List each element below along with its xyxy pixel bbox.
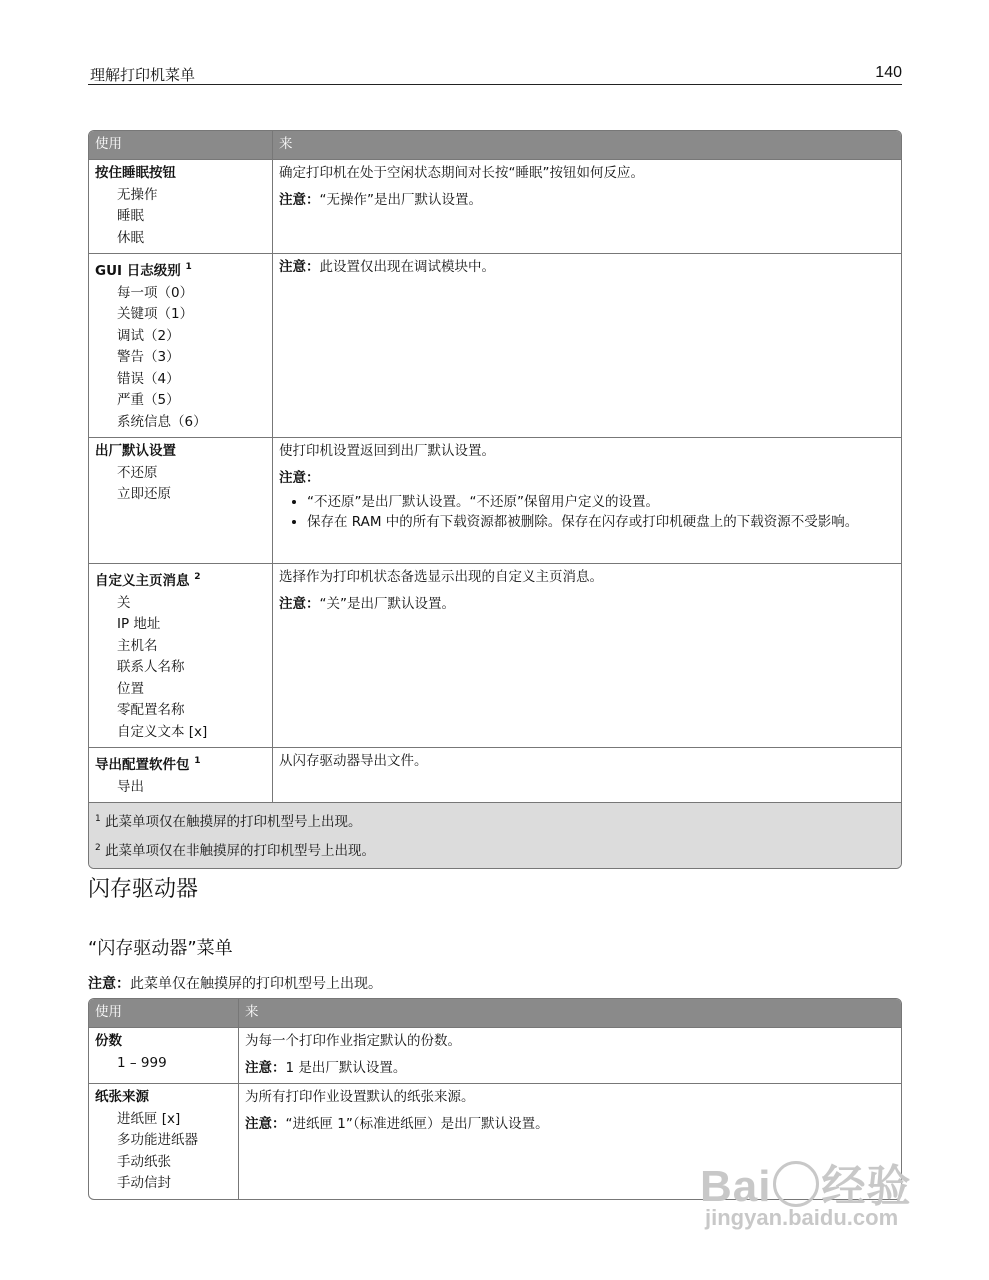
menu-item-label: 出厂默认设置 — [95, 443, 176, 459]
option: 休眠 — [117, 229, 144, 246]
menu-item-label: 份数 — [95, 1033, 122, 1049]
note-bullet: • “不还原”是出厂默认设置。“不还原”保留用户定义的设置。 — [307, 493, 895, 511]
description-cell — [273, 253, 901, 437]
page-title: 理解打印机菜单 — [90, 66, 196, 84]
option: 主机名 — [117, 637, 158, 654]
option: 位置 — [117, 680, 144, 697]
option: 1 – 999 — [117, 1054, 167, 1071]
section-heading: 闪存驱动器 — [88, 877, 199, 902]
option: 立即还原 — [117, 486, 171, 502]
option: 自定义文本 [x] — [117, 723, 208, 740]
option: 不还原 — [117, 464, 158, 481]
description-cell — [273, 437, 901, 563]
description-cell — [273, 747, 901, 802]
note-list — [279, 493, 895, 531]
description: 为所有打印作业设置默认的纸张来源。 — [245, 1089, 475, 1105]
table-row — [89, 747, 901, 802]
footnote-ref: 1 — [194, 756, 201, 766]
page-header — [88, 62, 902, 85]
description-cell — [239, 1027, 901, 1083]
note: 注意：1 是出厂默认设置。 — [245, 1059, 407, 1076]
option: 多功能进纸器 — [117, 1132, 198, 1148]
option: 错误（4） — [117, 370, 180, 387]
note-prefix: 注意： — [279, 469, 320, 486]
col-header-to: 来 — [239, 999, 901, 1027]
note: 注意：“进纸匣 1”（标准进纸匣）是出厂默认设置。 — [245, 1115, 549, 1132]
option: 进纸匣 [x] — [117, 1110, 181, 1127]
description: 为每一个打印作业指定默认的份数。 — [245, 1033, 461, 1049]
watermark-url: jingyan.baidu.com — [705, 1205, 899, 1230]
option: 零配置名称 — [117, 702, 185, 718]
note: 注意：“关”是出厂默认设置。 — [279, 595, 455, 612]
col-header-use: 使用 — [89, 999, 239, 1027]
menu-item-cell — [89, 437, 273, 563]
baidu-watermark: Bai 经验 — [700, 1162, 912, 1211]
description: 选择作为打印机状态备选显示出现的自定义主页消息。 — [279, 569, 603, 585]
footnote: $^1$ 此菜单项仅在触摸屏的打印机型号上出现。 — [95, 814, 362, 830]
menu-item-cell — [89, 253, 273, 437]
menu-item-label: GUI 日志级别 $^1$ — [95, 262, 192, 279]
note: 注意：“无操作”是出厂默认设置。 — [279, 191, 482, 208]
option: IP 地址 — [117, 616, 161, 632]
option: 手动纸张 — [117, 1153, 171, 1170]
table-row — [89, 563, 901, 747]
option: 睡眠 — [117, 208, 144, 224]
option: 系统信息（6） — [117, 413, 207, 430]
description: 使打印机设置返回到出厂默认设置。 — [279, 443, 495, 459]
menu-item-label: 自定义主页消息 $^2$ — [95, 572, 201, 589]
menu-item-label: 按住睡眠按钮 — [95, 165, 176, 181]
option: 导出 — [117, 778, 144, 795]
paw-icon — [773, 1161, 819, 1207]
option: 关键项（1） — [117, 306, 194, 322]
table-header-row — [89, 131, 901, 159]
col-header-to: 来 — [273, 131, 901, 159]
table-header-row — [89, 999, 901, 1027]
description-cell — [273, 563, 901, 747]
menu-item-cell — [89, 563, 273, 747]
col-header-use: 使用 — [89, 131, 273, 159]
option: 调试（2） — [117, 327, 180, 344]
menu-item-cell — [89, 747, 273, 802]
footnotes-cell — [89, 802, 901, 868]
note: 注意：此设置仅出现在调试模块中。 — [279, 259, 495, 275]
table-row — [89, 437, 901, 563]
menu-table-1 — [88, 130, 902, 869]
option: 严重（5） — [117, 392, 180, 408]
description: 从闪存驱动器导出文件。 — [279, 753, 428, 769]
option: 联系人名称 — [117, 659, 185, 675]
footnote: $^2$ 此菜单项仅在非触摸屏的打印机型号上出现。 — [95, 843, 376, 859]
table-row — [89, 159, 901, 253]
option: 每一项（0） — [117, 284, 194, 301]
option: 关 — [117, 594, 131, 611]
menu-item-cell — [89, 1083, 239, 1199]
footnote-row — [89, 802, 901, 868]
option: 警告（3） — [117, 349, 180, 365]
menu-item-label: 导出配置软件包 $^1$ — [95, 756, 201, 773]
note-bullet: • 保存在 RAM 中的所有下载资源都被删除。保存在闪存或打印机硬盘上的下载资源不受影响。 — [307, 513, 895, 531]
menu-item-cell — [89, 159, 273, 253]
table-row — [89, 253, 901, 437]
menu-item-label: 纸张来源 — [95, 1089, 149, 1105]
table-row — [89, 1027, 901, 1083]
option: 无操作 — [117, 186, 158, 203]
footnote-ref: 2 — [194, 572, 201, 582]
section-intro: 注意：此菜单仅在触摸屏的打印机型号上出现。 — [88, 976, 382, 992]
description: 确定打印机在处于空闲状态期间对长按“睡眠”按钮如何反应。 — [279, 165, 644, 181]
footnote-ref: 1 — [185, 262, 192, 272]
description-cell — [273, 159, 901, 253]
option: 手动信封 — [117, 1175, 171, 1191]
menu-item-cell — [89, 1027, 239, 1083]
section-subheading: “闪存驱动器”菜单 — [88, 938, 233, 959]
page-number: 140 — [875, 64, 902, 81]
